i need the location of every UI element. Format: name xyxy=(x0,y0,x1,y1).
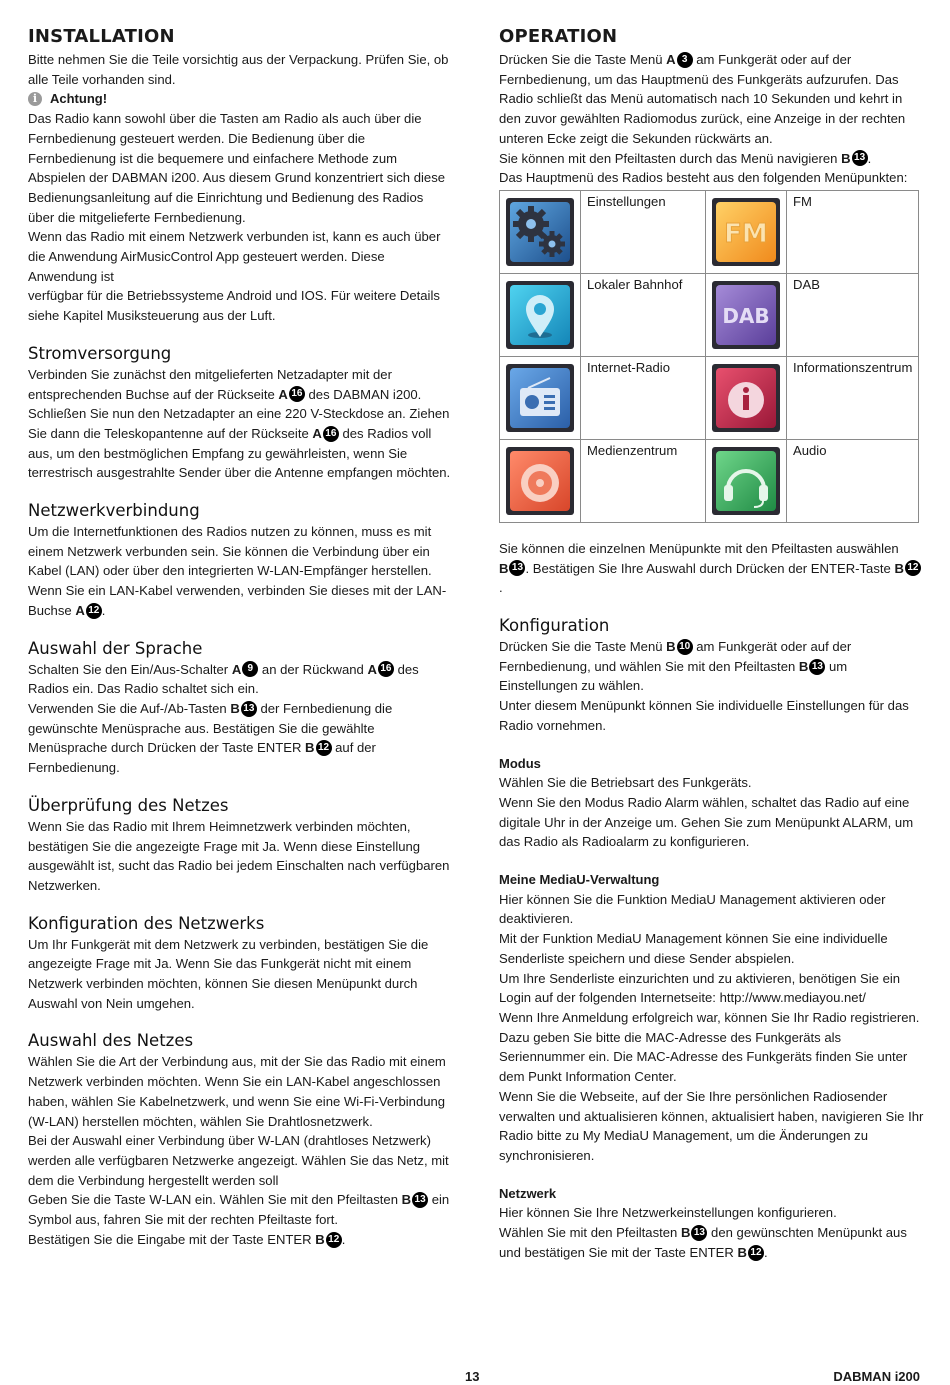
operation-text-3: Das Hauptmenü des Radios besteht aus den folgenden Menüpunkten: xyxy=(499,170,908,186)
language-text-1: Schalten Sie den Ein/Aus-Schalter A 9 an der Rückwand A 16 des Radios ein. Das Radio schaltet sich ein. xyxy=(28,661,419,697)
menu-label: Medienzentrum xyxy=(581,439,706,522)
menu-icon-cell xyxy=(500,439,581,522)
installation-os-text: verfügbar für die Betriebssysteme Android und IOS. Für weitere Details siehe Kapitel Musiksteuerung aus der Luft. xyxy=(28,288,440,324)
ref-badge: 13 xyxy=(809,659,825,675)
configuration-text-1: Drücken Sie die Taste Menü B 10 am Funkgerät oder auf der Fernbedienung, und wählen Sie mit den Pfeiltasten B 13 um Einstellungen zu wählen. xyxy=(499,639,852,694)
ref-badge: 13 xyxy=(412,1192,428,1208)
settings-gears-icon xyxy=(506,198,574,266)
left-column xyxy=(28,26,453,1249)
menu-icon-cell xyxy=(500,356,581,439)
network-config-text: Um Ihr Funkgerät mit dem Netzwerk zu verbinden, bestätigen Sie die angezeigte Frage mit Ja. Wenn Sie das Funkgerät nicht mit einem Netzwerk verbinden möchten, können Sie diesen Menüpunkt durch Auswahl von Nein umgehen. xyxy=(28,936,429,1011)
svg-text:DAB: DAB xyxy=(722,303,770,328)
operation-title: OPERATION xyxy=(499,26,618,47)
network-check-text: Wenn Sie das Radio mit Ihrem Heimnetzwerk verbinden möchten, bestätigen Sie die angezeigte Frage mit Ja. Wenn diese Einstellung ausgewählt ist, sucht das Radio bei jedem Einschalten nach verfügbaren Netzwerken. xyxy=(28,818,450,893)
mode-text-2: Wenn Sie den Modus Radio Alarm wählen, schaltet das Radio auf eine digitale Uhr in der Anzeige um. Gehen Sie zum Menüpunkt ALARM, um das Radio als Radioalarm zu konfigurieren. xyxy=(499,794,914,850)
footer-model-name: DABMAN i200 xyxy=(833,1369,920,1384)
table-row xyxy=(500,273,919,356)
menu-label: DAB xyxy=(787,273,919,356)
mediau-title: Meine MediaU-Verwaltung xyxy=(499,872,660,888)
menu-icon-cell xyxy=(706,273,787,356)
installation-intro: Bitte nehmen Sie die Teile vorsichtig aus der Verpackung. Prüfen Sie, ob alle Teile vorhanden sind. xyxy=(28,52,449,87)
menu-select-text: Sie können die einzelnen Menüpunkte mit den Pfeiltasten auswählen B 13 . Bestätigen Sie Ihre Auswahl durch Drücken der ENTER-Taste B 12 . xyxy=(499,539,924,598)
installation-remote-text: Das Radio kann sowohl über die Tasten am Radio als auch über die Fernbedienung gesteuert werden. Die Bedienung über die Fernbedienung ist die bequemere und einfachere Methode zum Abspielen der DABMAN i200. Aus diesem Grund konzentriert sich diese Bedienungsanleitung auf die Einrichtung und Bedienung des Radios über die mitgelieferte Fernbedienung. xyxy=(28,111,446,225)
network-select-text-2: Bei der Auswahl einer Verbindung über W-LAN (drahtloses Netzwerk) werden alle verfügbaren Netzwerke angezeigt. Wählen Sie das Netz, mit dem die Verbindung hergestellt werden soll xyxy=(28,1133,449,1188)
mode-text-1: Wählen Sie die Betriebsart des Funkgeräts. xyxy=(499,775,752,791)
ref-badge: 12 xyxy=(326,1232,342,1248)
configuration-text-2: Unter diesem Menüpunkt können Sie individuelle Einstellungen für das Radio vornehmen. xyxy=(499,698,909,733)
mode-title: Modus xyxy=(499,755,541,771)
configuration-title: Konfiguration xyxy=(499,616,610,636)
language-text-2: Verwenden Sie die Auf-/Ab-Tasten B 13 der Fernbedienung die gewünschte Menüsprache aus. Bestätigen Sie die gewählte Menüsprache durch Drücken der Taste ENTER B 12 auf der Fernbedienung. xyxy=(28,700,393,776)
power-supply-title: Stromversorgung xyxy=(28,343,172,363)
ref-badge: 12 xyxy=(86,603,102,619)
network-select-title: Auswahl des Netzes xyxy=(28,1031,194,1051)
menu-label: Einstellungen xyxy=(581,190,706,273)
table-row xyxy=(500,439,919,522)
ref-badge: 12 xyxy=(748,1245,764,1261)
warning-label: Achtung! xyxy=(50,91,108,107)
ref-badge: 16 xyxy=(289,386,305,402)
network-select-text-1: Wählen Sie die Art der Verbindung aus, mit der Sie das Radio mit einem Netzwerk verbinden möchten. Wenn Sie ein LAN-Kabel angeschlossen haben, wählen Sie Kabelnetzwerk, und wenn Sie eine Wi-Fi-Verbindung (W-LAN) herstellen möchten, wählen Sie Drahtlosnetzwerk. xyxy=(28,1054,446,1129)
network-settings-text-2: Wählen Sie mit den Pfeiltasten B 13 den gewünschten Menüpunkt aus und bestätigen Sie mit der Taste ENTER B 12 . xyxy=(499,1225,907,1260)
ref-badge: 12 xyxy=(905,560,921,576)
ref-badge: 10 xyxy=(677,639,693,655)
menu-label: Lokaler Bahnhof xyxy=(581,273,706,356)
main-menu-table xyxy=(499,190,919,523)
menu-label: Audio xyxy=(787,439,919,522)
menu-icon-cell xyxy=(500,190,581,273)
operation-text-1: Drücken Sie die Taste Menü A 3 am Funkgerät oder auf der Fernbedienung, um das Hauptmenü des Funkgeräts aufzurufen. Das Radio schließt das Menü automatisch nach 10 Sekunden und kehrt in den zuvor gewählten Radiomodus zurück, eine Anzeige in der rechten unteren Ecke zeigt die Sekunden rückwärts an. xyxy=(499,52,906,146)
ref-badge: 13 xyxy=(691,1225,707,1241)
ref-badge: 13 xyxy=(509,560,525,576)
fm-icon xyxy=(712,198,780,266)
mediau-text-6: Wenn Sie die Webseite, auf der Sie Ihre persönlichen Radiosender verwalten und aktualisieren können, aktualisiert haben, navigieren Sie Ihr Radio bitte zu My MediaU Management, um die Änderungen zu synchronisieren. xyxy=(499,1088,924,1163)
installation-app-text: Wenn das Radio mit einem Netzwerk verbunden ist, kann es auch über die Anwendung AirMusicControl App gesteuert werden. Diese Anwendung ist xyxy=(28,229,441,284)
media-disc-icon xyxy=(506,447,574,515)
headphones-icon xyxy=(712,447,780,515)
power-supply-text: Verbinden Sie zunächst den mitgelieferten Netzadapter mit der entsprechenden Buchse auf der Rückseite A 16 des DABMAN i200. Schließen Sie nun den Netzadapter an eine 220 V-Steckdose an. Ziehen Sie dann die Teleskopantenne auf der Rückseite A 16 des Radios voll aus, um den bestmöglichen Empfang zu gewährleisten, wenn Sie terrestrisch ausgestrahlte Sender über die Antenne empfangen möchten. xyxy=(28,366,451,481)
network-select-text-4: Bestätigen Sie die Eingabe mit der Taste ENTER B 12 . xyxy=(28,1231,346,1247)
ref-badge: 12 xyxy=(316,740,332,756)
page-number: 13 xyxy=(465,1369,480,1384)
dab-icon xyxy=(712,281,780,349)
network-check-title: Überprüfung des Netzes xyxy=(28,795,229,815)
network-settings-title: Netzwerk xyxy=(499,1185,557,1201)
menu-icon-cell xyxy=(706,356,787,439)
mediau-text-3: Um Ihre Senderliste einzurichten und zu aktivieren, benötigen Sie ein Login auf der folgenden Internetseite: http://www.mediayou.net/ xyxy=(499,970,901,1006)
table-row xyxy=(500,356,919,439)
radio-icon xyxy=(506,364,574,432)
ref-badge: 16 xyxy=(378,661,394,677)
mediau-text-1: Hier können Sie die Funktion MediaU Management aktivieren oder deaktivieren. xyxy=(499,891,886,927)
menu-icon-cell xyxy=(500,273,581,356)
location-pin-icon xyxy=(506,281,574,349)
network-config-title: Konfiguration des Netzwerks xyxy=(28,913,265,933)
network-select-text-3: Geben Sie die Taste W-LAN ein. Wählen Sie mit den Pfeiltasten B 13 ein Symbol aus, fahren Sie mit der rechten Pfeiltaste fort. xyxy=(28,1192,450,1228)
menu-icon-cell xyxy=(706,190,787,273)
info-icon xyxy=(712,364,780,432)
operation-text-2: Sie können mit den Pfeiltasten durch das Menü navigieren B 13 . xyxy=(499,150,872,166)
warning-note xyxy=(28,89,453,109)
ref-badge: 9 xyxy=(242,661,258,677)
menu-icon-cell xyxy=(706,439,787,522)
right-column xyxy=(499,26,924,1262)
network-connection-text: Um die Internetfunktionen des Radios nutzen zu können, muss es mit einem Netzwerk verbunden sein. Sie können die Verbindung über ein Kabel (LAN) oder über den integrierten W-LAN-Empfänger herstellen. Wenn Sie ein LAN-Kabel verwenden, verbinden Sie dieses mit der LAN-Buchse A 12 . xyxy=(28,524,447,618)
menu-label: FM xyxy=(787,190,919,273)
svg-text:FM: FM xyxy=(724,218,768,249)
mediau-text-4: Wenn Ihre Anmeldung erfolgreich war, können Sie Ihr Radio registrieren. xyxy=(499,1009,920,1025)
installation-title: INSTALLATION xyxy=(28,26,175,47)
network-connection-title: Netzwerkverbindung xyxy=(28,501,200,521)
language-title: Auswahl der Sprache xyxy=(28,638,203,658)
mediau-text-5: Dazu geben Sie bitte die MAC-Adresse des Funkgeräts als Seriennummer ein. Die MAC-Adresse des Funkgeräts finden Sie unter dem Punkt Information Center. xyxy=(499,1029,908,1085)
ref-badge: 13 xyxy=(241,701,257,717)
ref-badge: 13 xyxy=(852,150,868,166)
info-icon: i xyxy=(28,92,42,106)
ref-badge: 16 xyxy=(323,426,339,442)
menu-label: Internet-Radio xyxy=(581,356,706,439)
table-row xyxy=(500,190,919,273)
network-settings-text-1: Hier können Sie Ihre Netzwerkeinstellungen konfigurieren. xyxy=(499,1205,837,1221)
ref-badge: 3 xyxy=(677,52,693,68)
mediau-text-2: Mit der Funktion MediaU Management können Sie eine individuelle Senderliste speichern und diese Sender abspielen. xyxy=(499,931,888,966)
menu-label: Informationszentrum xyxy=(787,356,919,439)
